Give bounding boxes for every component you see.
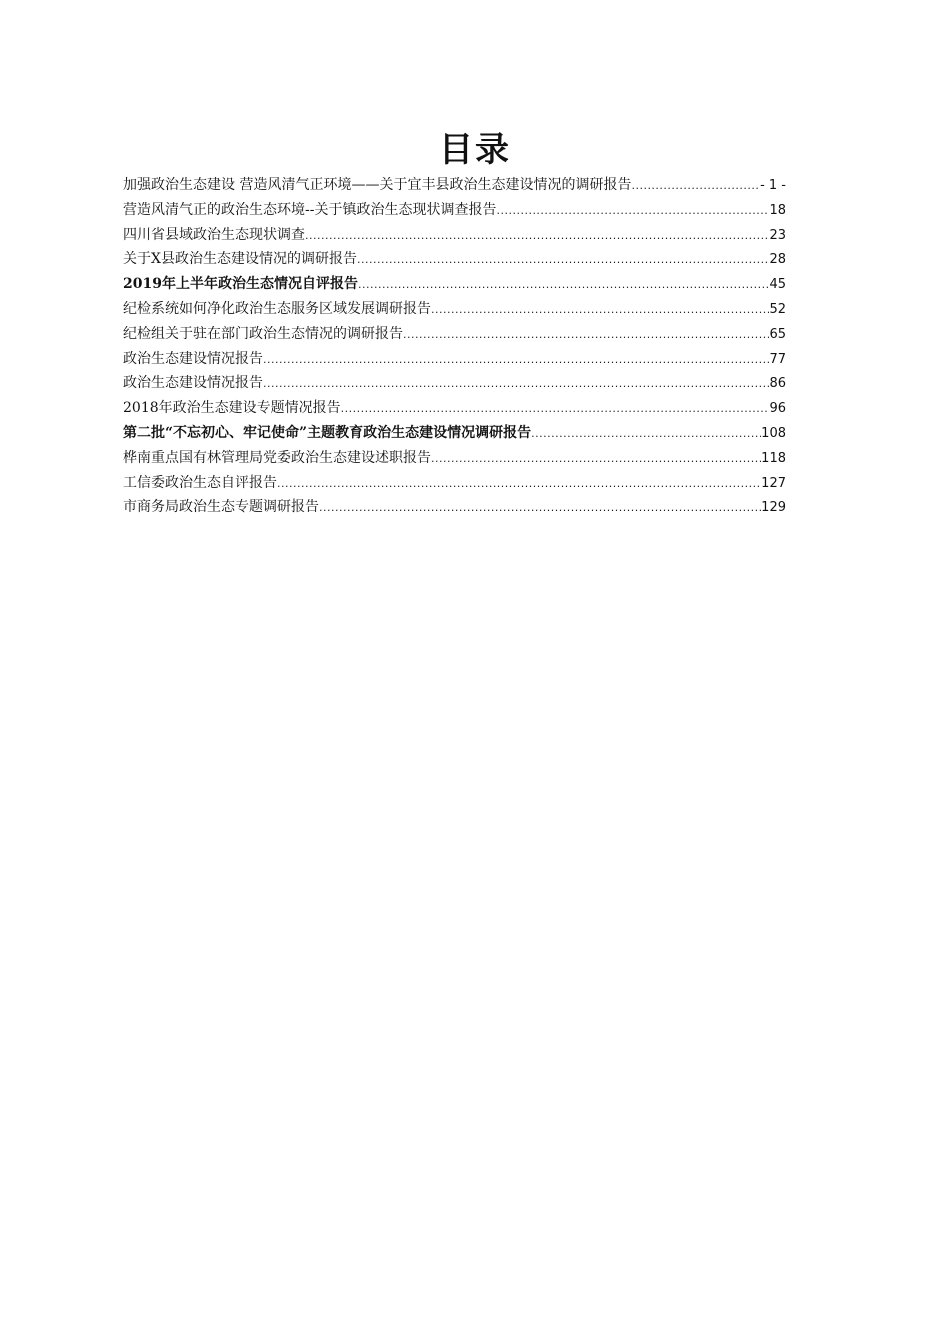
- toc-entry-title: 营造风清气正的政治生态环境--关于镇政治生态现状调查报告: [123, 201, 497, 218]
- toc-list: [123, 174, 786, 521]
- toc-entry-page: 45: [769, 277, 786, 293]
- toc-entry[interactable]: [123, 323, 786, 348]
- toc-entry-page: 28: [769, 252, 786, 268]
- toc-entry[interactable]: [123, 248, 786, 273]
- toc-entry-page: 65: [769, 326, 786, 342]
- toc-dot-leader: [431, 452, 761, 465]
- toc-entry-title: 纪检系统如何净化政治生态服务区域发展调研报告: [123, 300, 431, 317]
- toc-dot-leader: [431, 303, 769, 316]
- toc-dot-leader: [263, 377, 769, 390]
- toc-dot-leader: [341, 402, 770, 415]
- toc-entry-title: 市商务局政治生态专题调研报告: [123, 499, 319, 516]
- toc-dot-leader: [277, 477, 761, 490]
- toc-entry-page: 129: [761, 500, 786, 516]
- toc-entry-title: 政治生态建设情况报告: [123, 375, 263, 392]
- toc-dot-leader: [631, 179, 760, 192]
- toc-entry[interactable]: [123, 496, 786, 521]
- toc-entry[interactable]: [123, 397, 786, 422]
- toc-entry[interactable]: [123, 447, 786, 472]
- toc-entry[interactable]: [123, 273, 786, 298]
- toc-entry-page: 96: [769, 401, 786, 417]
- toc-dot-leader: [263, 353, 769, 366]
- toc-entry-title: 2018年政治生态建设专题情况报告: [123, 400, 341, 417]
- toc-entry-title: 关于X县政治生态建设情况的调研报告: [123, 251, 357, 268]
- toc-entry-title: 纪检组关于驻在部门政治生态情况的调研报告: [123, 325, 403, 342]
- toc-entry-page: 52: [769, 301, 786, 317]
- toc-entry-page: 127: [761, 475, 786, 491]
- toc-dot-leader: [403, 328, 769, 341]
- toc-entry-page: 18: [769, 202, 786, 218]
- toc-entry-page: 118: [761, 450, 786, 466]
- toc-entry[interactable]: [123, 348, 786, 373]
- toc-title: 目录: [439, 130, 511, 170]
- toc-entry-title: 加强政治生态建设 营造风清气正环境——关于宜丰县政治生态建设情况的调研报告: [123, 177, 632, 193]
- toc-entry-page: 23: [769, 227, 786, 243]
- toc-dot-leader: [319, 501, 761, 514]
- toc-entry-title: 四川省县域政治生态现状调查: [123, 226, 305, 243]
- toc-entry[interactable]: [123, 199, 786, 224]
- toc-entry-title: 政治生态建设情况报告: [123, 350, 263, 367]
- toc-dot-leader: [357, 253, 769, 266]
- toc-entry[interactable]: [123, 224, 786, 249]
- toc-entry-page: 86: [769, 376, 786, 392]
- toc-entry-page: 108: [761, 425, 786, 441]
- toc-entry[interactable]: [123, 174, 786, 199]
- toc-entry[interactable]: [123, 372, 786, 397]
- toc-entry[interactable]: [123, 298, 786, 323]
- toc-entry[interactable]: [123, 472, 786, 497]
- toc-dot-leader: [531, 427, 761, 440]
- toc-dot-leader: [358, 278, 769, 291]
- toc-entry[interactable]: [123, 422, 786, 447]
- toc-entry-title: 第二批“不忘初心、牢记使命”主题教育政治生态建设情况调研报告: [123, 424, 532, 441]
- toc-entry-page: 77: [769, 351, 786, 367]
- toc-dot-leader: [496, 204, 769, 217]
- toc-entry-title: 2019年上半年政治生态情况自评报告: [123, 276, 358, 293]
- toc-dot-leader: [305, 229, 769, 242]
- toc-entry-page: - 1 -: [760, 178, 786, 193]
- toc-entry-title: 桦南重点国有林管理局党委政治生态建设述职报告: [123, 449, 431, 466]
- toc-entry-title: 工信委政治生态自评报告: [123, 474, 277, 491]
